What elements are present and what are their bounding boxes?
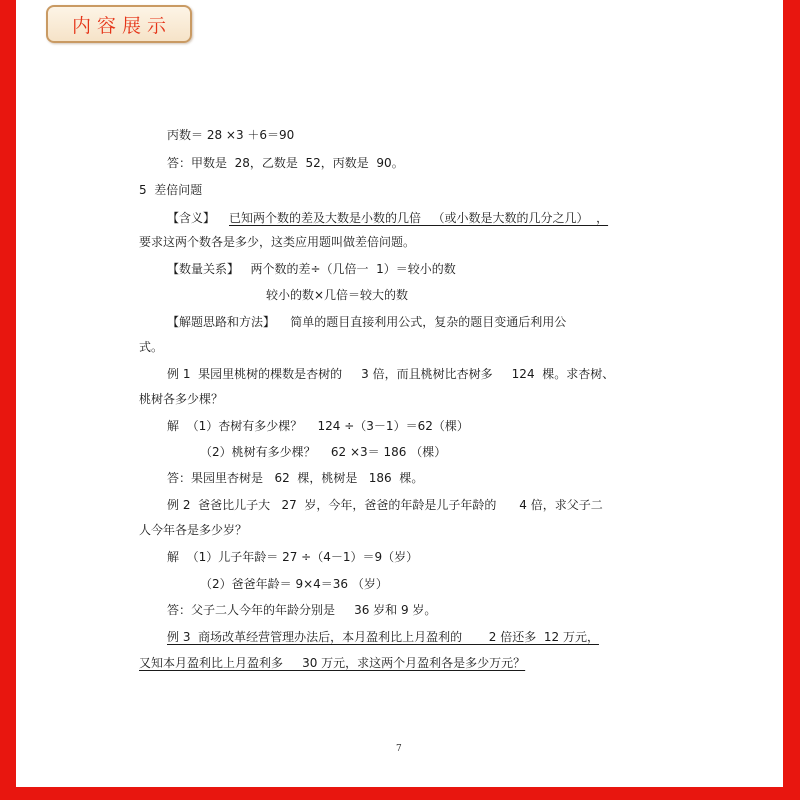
text-line: 已知两个数的差及大数是小数的几倍 （或小数是大数的几分之几） ， bbox=[229, 211, 609, 225]
text-line: 例 2 爸爸比儿子大 27 岁，今年，爸爸的年龄是儿子年龄的 4 倍，求父子二 bbox=[167, 498, 603, 512]
text-line: 又知本月盈利比上月盈利多 30 万元，求这两个月盈利各是多少万元？ bbox=[139, 656, 526, 670]
text-line: 答：果园里杏树是 62 棵，桃树是 186 棵。 bbox=[167, 471, 424, 485]
text-line: 答：甲数是 28，乙数是 52，丙数是 90。 bbox=[167, 156, 404, 170]
text-line: 答：父子二人今年的年龄分别是 36 岁和 9 岁。 bbox=[167, 603, 437, 617]
content-display-badge: 内容展示 bbox=[46, 5, 192, 43]
text-line: 解 （1）杏树有多少棵？ 124 ÷（3－1）＝62（棵） bbox=[167, 419, 469, 433]
text-line: （2）爸爸年龄＝ 9×4＝36 （岁） bbox=[200, 577, 388, 591]
text-line: 【解题思路和方法】 简单的题目直接利用公式，复杂的题目变通后利用公 bbox=[167, 315, 567, 329]
text-line: （2）桃树有多少棵？ 62 ×3＝ 186 （棵） bbox=[200, 445, 447, 459]
text-line: 例 1 果园里桃树的棵数是杏树的 3 倍，而且桃树比杏树多 124 棵。求杏树、 bbox=[167, 367, 615, 381]
text-line: 解 （1）儿子年龄＝ 27 ÷（4－1）＝9（岁） bbox=[167, 550, 419, 564]
text-line: 丙数＝ 28 ×3 ＋6＝90 bbox=[167, 128, 295, 142]
text-line: 例 3 商场改革经营管理办法后，本月盈利比上月盈利的 2 倍还多 12 万元， bbox=[167, 630, 599, 644]
text-line: 人今年各是多少岁？ bbox=[139, 523, 248, 537]
section-heading: 5 差倍问题 bbox=[139, 183, 203, 197]
text-line: 【含义】 bbox=[167, 211, 216, 225]
page-number: 7 bbox=[396, 744, 402, 754]
text-line: 【数量关系】 两个数的差÷（几倍一 1）＝较小的数 bbox=[167, 262, 456, 276]
text-line: 桃树各多少棵？ bbox=[139, 392, 224, 406]
text-line: 要求这两个数各是多少，这类应用题叫做差倍问题。 bbox=[139, 235, 416, 249]
text-line: 式。 bbox=[139, 340, 164, 354]
text-line: 较小的数×几倍＝较大的数 bbox=[266, 288, 409, 302]
